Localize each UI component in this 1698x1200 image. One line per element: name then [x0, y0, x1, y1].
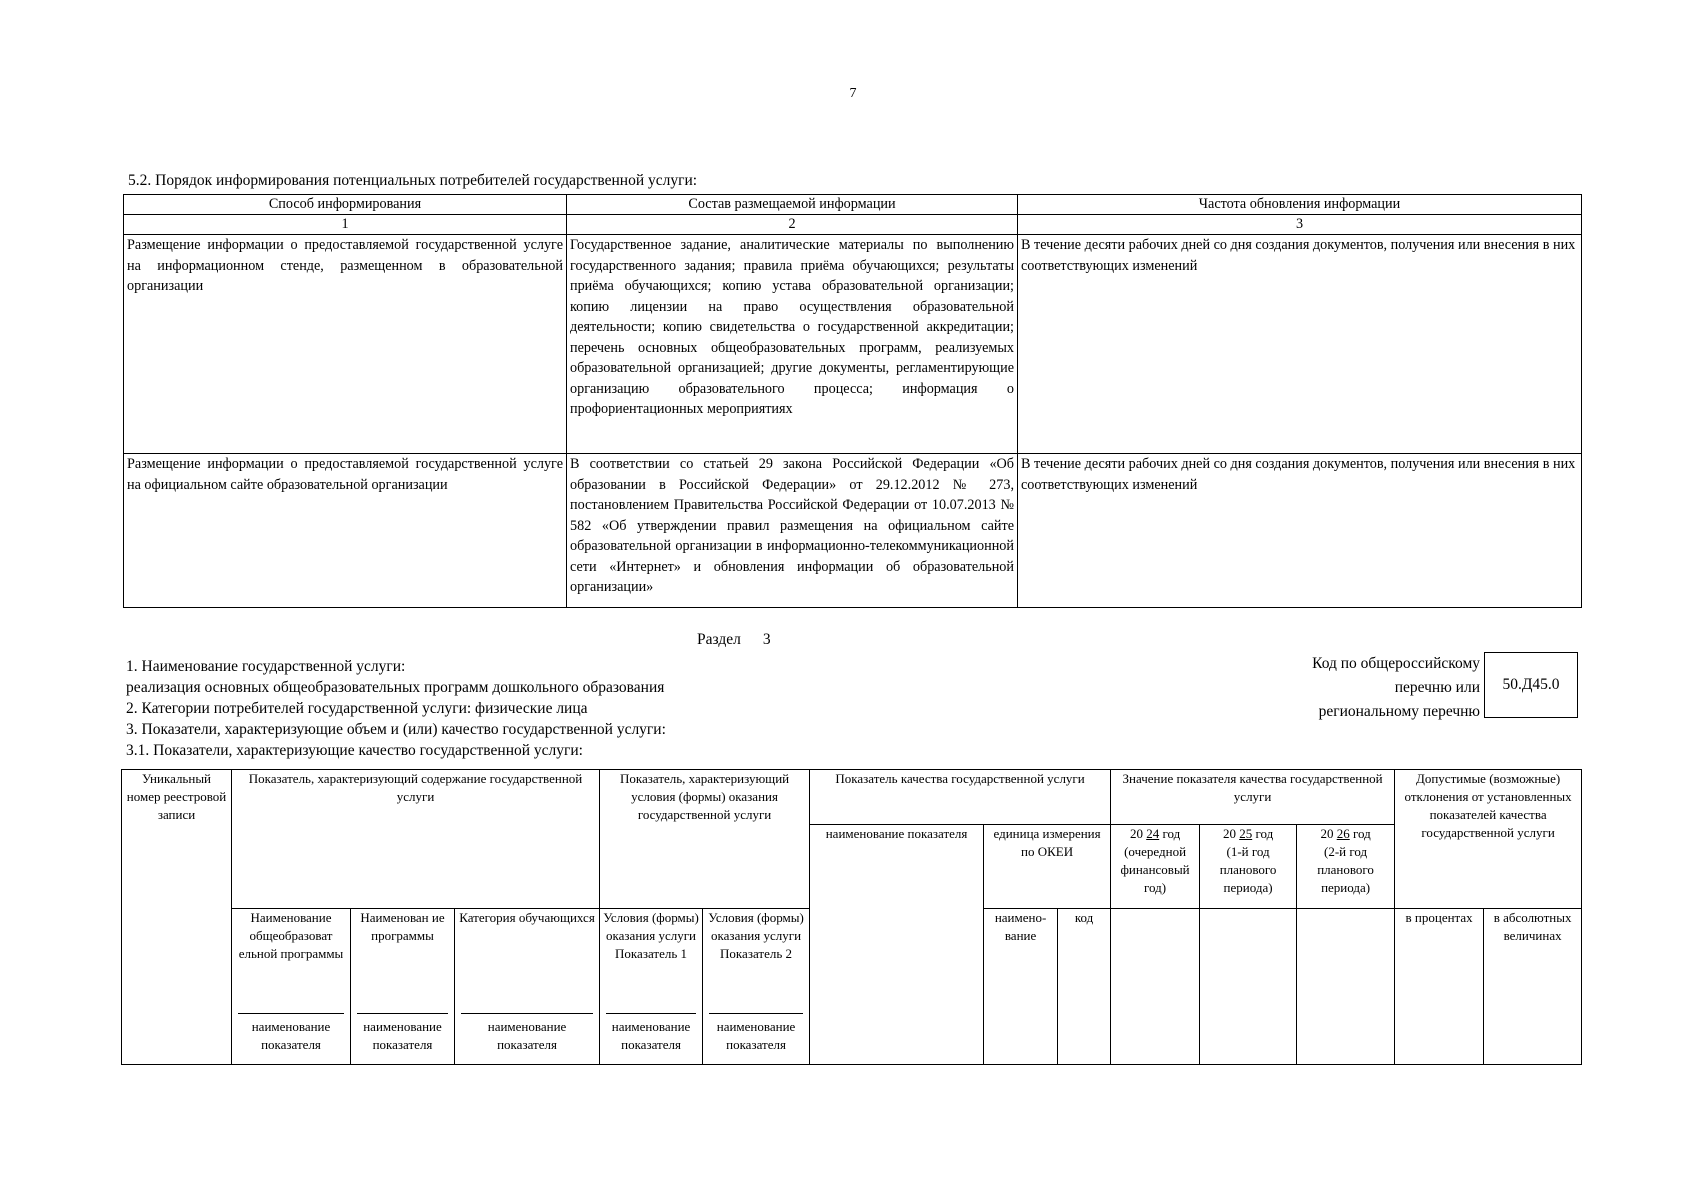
year-3-prefix: 20: [1320, 825, 1334, 841]
method-cell: Размещение информации о предоставляемой государственной услуге на информационном стенде, размещенном в образовательной организации: [124, 235, 567, 454]
absolute-header: в абсолютных величинах: [1484, 908, 1582, 1064]
col-header-frequency: Частота обновления информации: [1018, 195, 1582, 215]
condition-2-title: Условия (формы) оказания услуги Показатель 2: [708, 909, 804, 961]
year-3-value-cell: [1297, 908, 1395, 1064]
year-3-suffix: год: [1352, 825, 1371, 841]
student-category-header: [455, 908, 600, 1064]
student-category-title: Категория обучающихся: [459, 909, 595, 925]
programs-title: Наименован ие программы: [360, 909, 445, 943]
content-cell: В соответствии со статьей 29 закона Российской Федерации «Об образовании в Российской Федерации» от 29.12.2012 № 273, постановлением Правительства Российской Федерации от 10.07.2013 № 582 «Об утверждении правил размещения на официальном сайте образовательной организации в информационно-телекоммуникационной сети «Интернет» и обновления информации об образовательной организации»: [567, 454, 1018, 608]
volume-quality-indicators: 3. Показатели, характеризующие объем и (или) качество государственной услуги:: [126, 721, 666, 738]
year-2-note: (1-й год планового периода): [1219, 843, 1277, 895]
informing-table: [123, 194, 1582, 608]
unit-okei-header: единица измерения по ОКЕИ: [984, 824, 1111, 908]
condition-2-sub: наименование показателя: [709, 1013, 803, 1054]
col-header-method: Способ информирования: [124, 195, 567, 215]
section-title: [697, 631, 771, 649]
content-indicator-spacer: [232, 824, 600, 908]
conditions-indicator-spacer: [600, 824, 810, 908]
year-2-prefix: 20: [1222, 825, 1236, 841]
table-row: [124, 454, 1582, 608]
quality-indicators-table: [121, 769, 1582, 1065]
deviations-header: [1395, 770, 1582, 909]
content-indicator-header: Показатель, характеризующий содержание государственной услуги: [232, 770, 600, 825]
frequency-cell: В течение десяти рабочих дней со дня создания документов, получения или внесения в них соответствующих изменений: [1018, 235, 1582, 454]
year-2-header: [1200, 824, 1297, 908]
program-name-sub: наименование показателя: [238, 1013, 344, 1054]
section-title-label: Раздел: [697, 631, 741, 648]
section-title-number: 3: [762, 631, 771, 648]
program-name-header: [232, 908, 351, 1064]
student-category-sub: наименование показателя: [461, 1013, 593, 1054]
condition-1-sub: наименование показателя: [606, 1013, 696, 1054]
year-2-suffix: год: [1255, 825, 1274, 841]
programs-header: [351, 908, 455, 1064]
service-name-value: реализация основных общеобразовательных программ дошкольного образования: [126, 679, 665, 696]
condition-1-title: Условия (формы) оказания услуги Показатель 1: [603, 909, 699, 961]
quality-indicator-header: Показатель качества государственной услуги: [810, 770, 1111, 825]
content-cell: Государственное задание, аналитические материалы по выполнению государственного задания; правила приёма обучающихся; результаты приёма обучающихся; копию устава образовательной организации; копию лицензии на право осуществления образовательной деятельности; копию свидетельства о государственной аккредитации; перечень основных общеобразовательных программ, реализуемых образовательной организацией; другие документы, регламентирующие организацию образовательного процесса; информация о профориентационных мероприятиях: [567, 235, 1018, 454]
service-name-label: 1. Наименование государственной услуги:: [126, 658, 406, 675]
year-2-value-cell: [1200, 908, 1297, 1064]
col-number-2: 2: [567, 215, 1018, 235]
page-number: 7: [849, 86, 857, 101]
code-label-line-1: Код по общероссийскому: [1312, 655, 1480, 672]
deviations-header-text: Допустимые (возможные) отклонения от установленных показателей качества государственной услуги: [1404, 771, 1572, 840]
condition-2-header: [703, 908, 810, 1064]
consumer-categories: 2. Категории потребителей государственной услуги: физические лица: [126, 700, 588, 717]
program-name-title: Наименование общеобразоват ельной программы: [238, 909, 344, 961]
year-2-value: 25: [1239, 825, 1253, 841]
unit-code-header: код: [1058, 908, 1111, 1064]
col-number-3: 3: [1018, 215, 1582, 235]
year-1-value: 24: [1146, 825, 1160, 841]
condition-1-header: [600, 908, 703, 1064]
frequency-cell: В течение десяти рабочих дней со дня создания документов, получения или внесения в них соответствующих изменений: [1018, 454, 1582, 608]
indicator-name-header: наименование показателя: [810, 824, 984, 1064]
quality-indicators-heading: 3.1. Показатели, характеризующие качество государственной услуги:: [126, 742, 583, 759]
year-1-suffix: год: [1162, 825, 1181, 841]
conditions-indicator-header: Показатель, характеризующий условия (формы) оказания государственной услуги: [600, 770, 810, 825]
year-3-note: (2-й год планового периода): [1317, 843, 1374, 895]
method-cell: Размещение информации о предоставляемой государственной услуге на официальном сайте образовательной организации: [124, 454, 567, 608]
year-1-value-cell: [1111, 908, 1200, 1064]
year-1-prefix: 20: [1129, 825, 1143, 841]
code-label-line-2: перечню или: [1394, 679, 1480, 696]
year-3-value: 26: [1336, 825, 1350, 841]
year-1-note: (очередной финансовый год): [1120, 843, 1190, 895]
year-1-header: [1111, 824, 1200, 908]
col-number-1: 1: [124, 215, 567, 235]
service-code-box: 50.Д45.0: [1484, 652, 1578, 718]
value-indicator-header: Значение показателя качества государственной услуги: [1111, 770, 1395, 825]
code-label: [1312, 652, 1480, 724]
code-label-line-3: региональному перечню: [1318, 703, 1480, 720]
table-row: [124, 235, 1582, 454]
programs-sub: наименование показателя: [357, 1013, 448, 1054]
unit-name-header: наимено- вание: [984, 908, 1058, 1064]
section-5-2-heading: 5.2. Порядок информирования потенциальных потребителей государственной услуги:: [128, 172, 698, 189]
year-3-header: [1297, 824, 1395, 908]
percent-header: в процентах: [1395, 908, 1484, 1064]
unique-number-header: Уникальный номер реестровой записи: [122, 770, 232, 1065]
col-header-content: Состав размещаемой информации: [567, 195, 1018, 215]
